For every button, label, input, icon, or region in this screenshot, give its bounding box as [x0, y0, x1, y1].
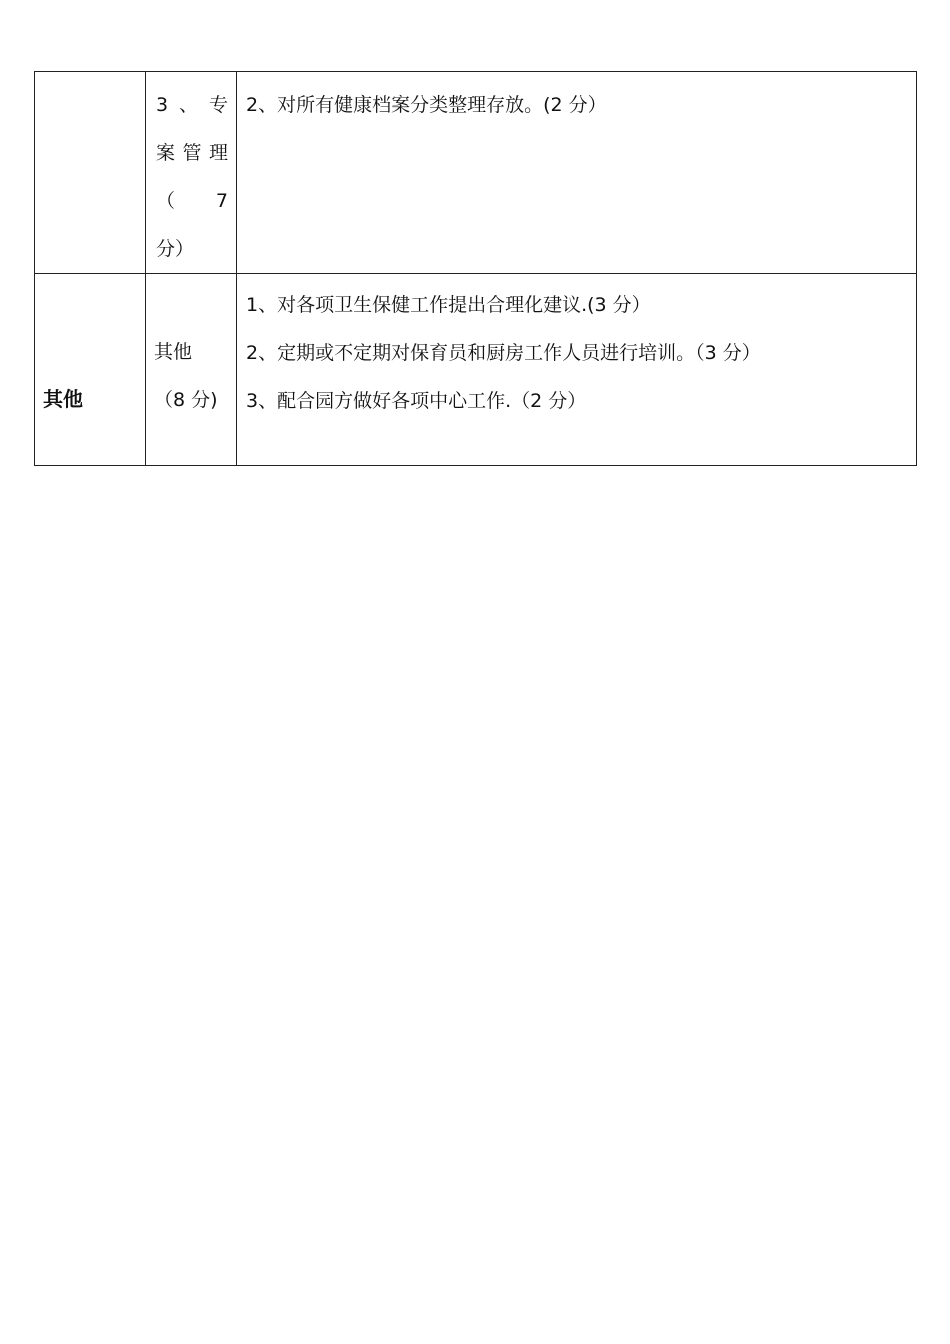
content-cell	[237, 274, 917, 466]
table-row	[35, 274, 917, 466]
subcategory-line: 分）	[156, 238, 195, 260]
content-cell	[237, 72, 917, 274]
subcategory-score: （8 分)	[154, 389, 218, 411]
subcategory-title: 其他	[154, 341, 193, 363]
list-item: 2、定期或不定期对保育员和厨房工作人员进行培训。（3 分）	[246, 342, 761, 364]
subcategory-line: （ 7	[156, 190, 228, 212]
category-label: 其他	[43, 387, 83, 411]
subcategory-cell	[146, 274, 237, 466]
list-item: 3、配合园方做好各项中心工作.（2 分）	[246, 390, 587, 412]
subcategory-line: 3 、 专	[156, 94, 228, 116]
subcategory-cell	[146, 72, 237, 274]
list-item: 2、对所有健康档案分类整理存放。(2 分）	[246, 94, 607, 116]
list-item: 1、对各项卫生保健工作提出合理化建议.(3 分）	[246, 294, 651, 316]
table-row	[35, 72, 917, 274]
category-cell	[35, 72, 146, 274]
category-cell	[35, 274, 146, 466]
subcategory-line: 案 管 理	[156, 142, 228, 164]
assessment-table	[34, 71, 917, 466]
